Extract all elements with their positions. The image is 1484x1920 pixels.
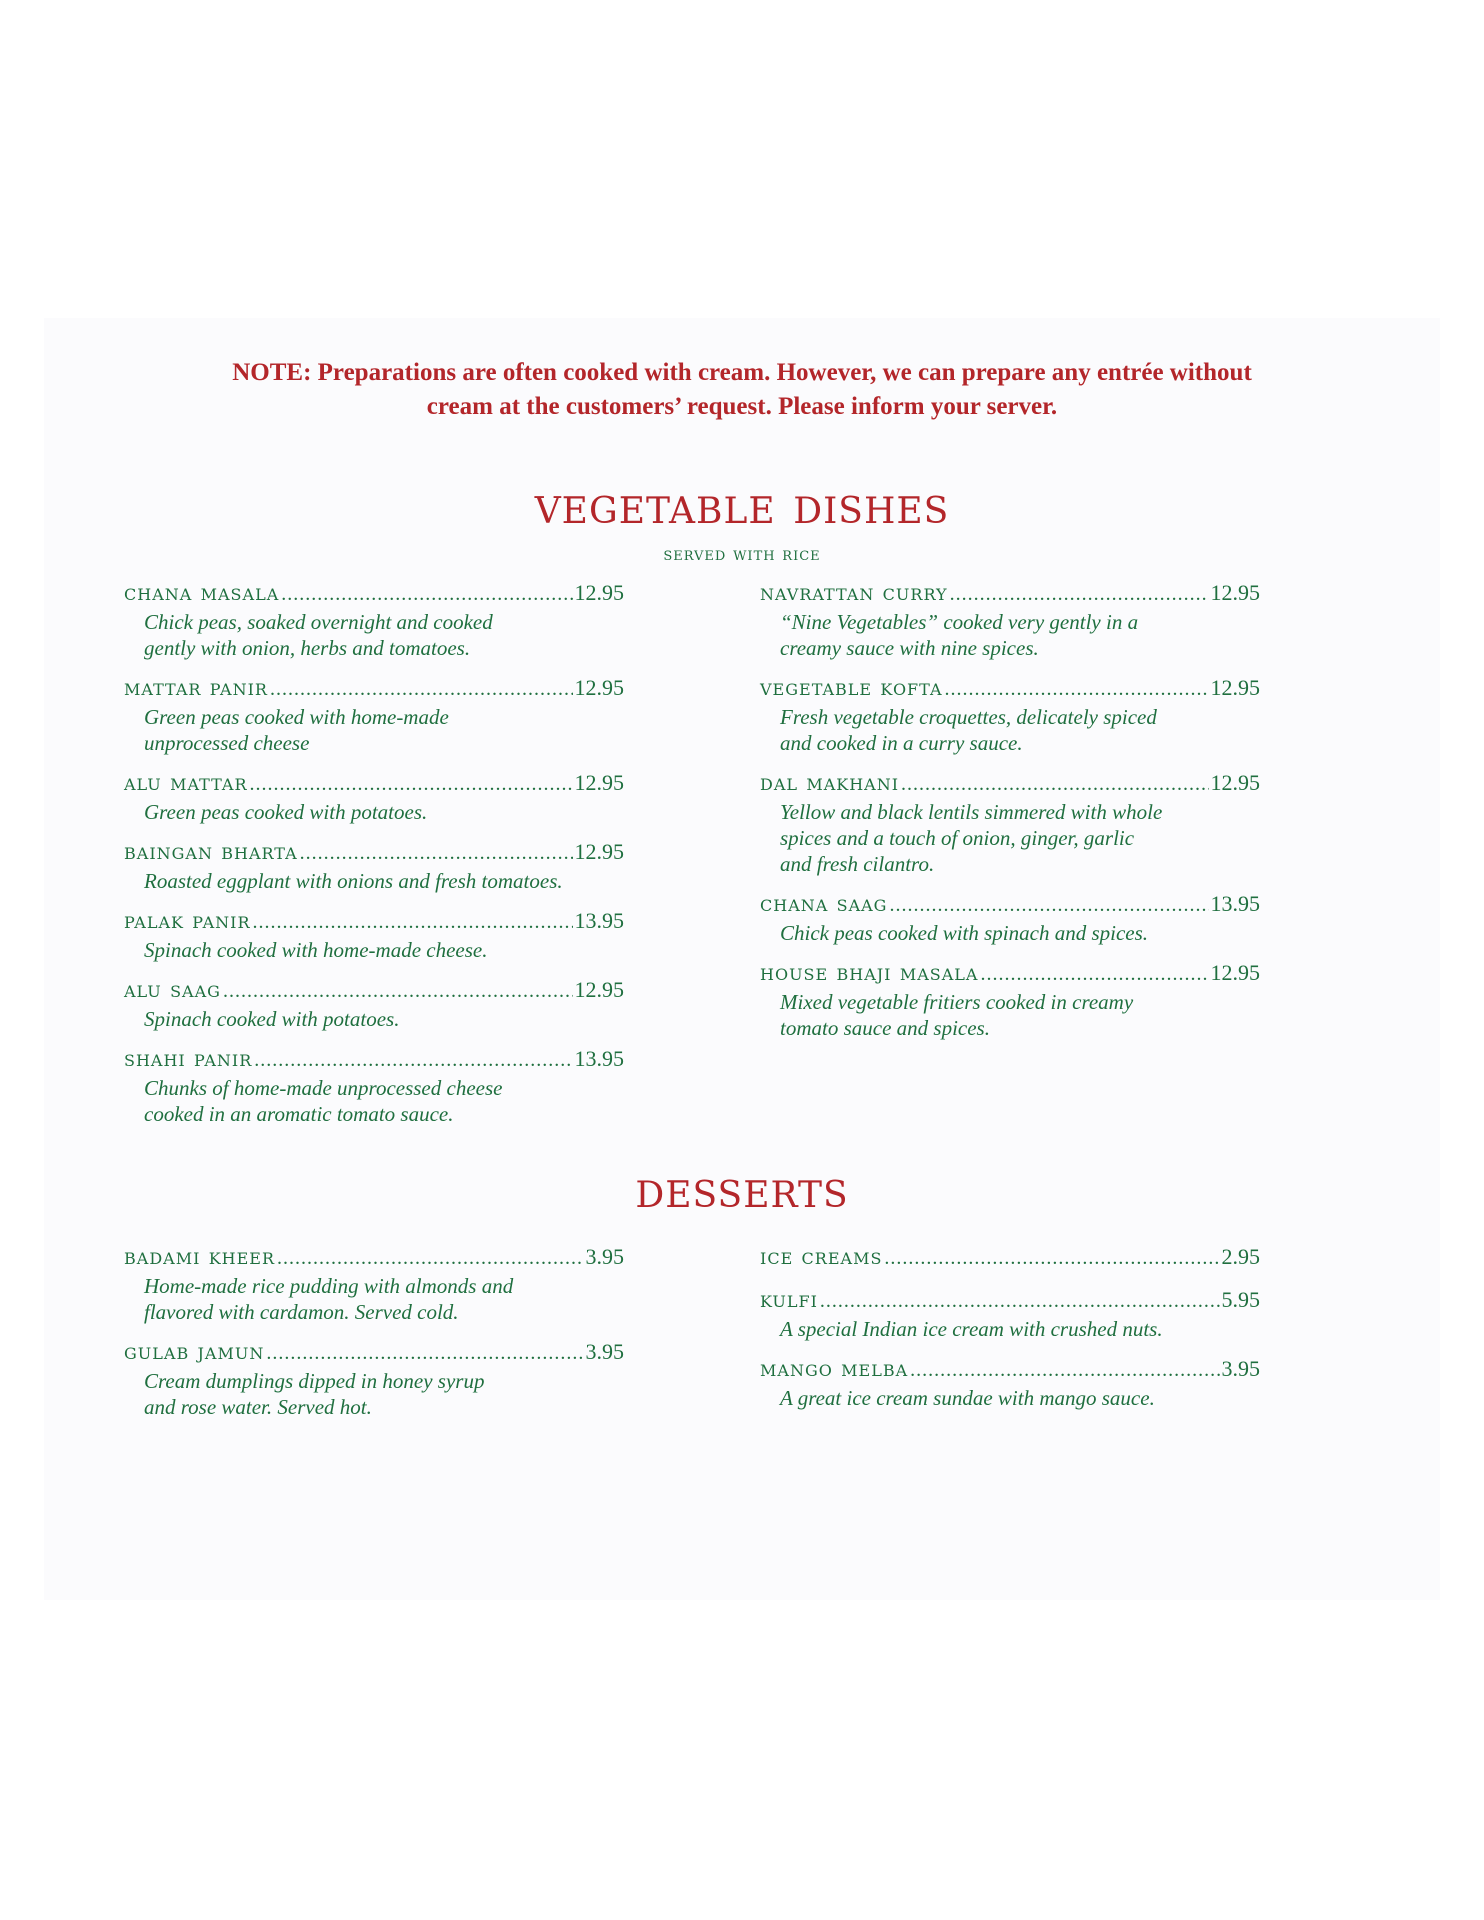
- item-description: Spinach cooked with potatoes.: [144, 1007, 400, 1031]
- item-name: chana masala: [124, 580, 280, 606]
- item-price: 3.95: [585, 1339, 624, 1364]
- item-name: dal makhani: [760, 770, 900, 796]
- item-description: Chick peas cooked with spinach and spices.: [780, 921, 1149, 945]
- item-name: palak panir: [124, 908, 251, 934]
- vegetable-right-column: [760, 578, 1260, 1053]
- item-description: Green peas cooked with potatoes.: [144, 800, 428, 824]
- leader-dots: [266, 1338, 583, 1368]
- item-name: baingan bharta: [124, 839, 298, 865]
- vegetable-left-column: [124, 578, 624, 1139]
- item-name: mattar panir: [124, 675, 268, 701]
- item-description: “Nine Vegetables” cooked very gently in a creamy sauce with nine spices.: [780, 610, 1139, 660]
- menu-item: [124, 1242, 624, 1325]
- menu-item: [124, 578, 624, 661]
- menu-item: [760, 958, 1260, 1041]
- menu-item: [760, 1242, 1260, 1273]
- leader-dots: [945, 674, 1209, 704]
- menu-item: [760, 673, 1260, 756]
- item-price: 12.95: [574, 977, 624, 1002]
- menu-item: [760, 578, 1260, 661]
- item-price: 12.95: [1210, 580, 1260, 605]
- item-name: gulab jamun: [124, 1339, 265, 1365]
- leader-dots: [910, 1355, 1219, 1385]
- menu-item: [124, 975, 624, 1032]
- item-name: alu mattar: [124, 770, 248, 796]
- cream-note-line-1: NOTE: Preparations are often cooked with cream. However, we can prepare any entrée without: [232, 359, 1252, 386]
- item-description: Chick peas, soaked overnight and cooked gently with onion, herbs and tomatoes.: [144, 610, 493, 660]
- item-name: chana saag: [760, 891, 888, 917]
- item-price: 12.95: [1210, 770, 1260, 795]
- cream-note: [44, 356, 1440, 424]
- item-price: 12.95: [574, 675, 624, 700]
- item-description: Mixed vegetable fritiers cooked in creamy tomato sauce and spices.: [780, 990, 1134, 1040]
- menu-item: [760, 889, 1260, 946]
- leader-dots: [277, 1243, 583, 1273]
- item-description: Spinach cooked with home-made cheese.: [144, 938, 488, 962]
- item-name: vegetable kofta: [760, 675, 943, 701]
- item-name: badami kheer: [124, 1244, 276, 1270]
- leader-dots: [950, 579, 1209, 609]
- item-description: Yellow and black lentils simmered with whole spices and a touch of onion, ginger, garlic and fresh cilantro.: [780, 800, 1163, 876]
- item-description: A great ice cream sundae with mango sauce.: [780, 1386, 1155, 1410]
- item-name: house bhaji masala: [760, 960, 979, 986]
- item-name: mango melba: [760, 1356, 909, 1382]
- item-description: Green peas cooked with home-made unprocessed cheese: [144, 705, 449, 755]
- leader-dots: [250, 769, 573, 799]
- leader-dots: [820, 1286, 1220, 1316]
- cream-note-line-2: cream at the customers’ request. Please inform your server.: [426, 393, 1058, 420]
- item-description: Roasted eggplant with onions and fresh tomatoes.: [144, 869, 563, 893]
- menu-item: [760, 1285, 1260, 1342]
- menu-item: [124, 837, 624, 894]
- menu-item: [760, 1354, 1260, 1411]
- item-price: 3.95: [1221, 1356, 1260, 1381]
- leader-dots: [884, 1243, 1219, 1273]
- leader-dots: [980, 959, 1208, 989]
- leader-dots: [253, 907, 573, 937]
- item-description: A special Indian ice cream with crushed nuts.: [780, 1317, 1163, 1341]
- item-price: 12.95: [574, 770, 624, 795]
- leader-dots: [889, 890, 1208, 920]
- item-description: Cream dumplings dipped in honey syrup and rose water. Served hot.: [144, 1369, 485, 1419]
- item-price: 12.95: [574, 839, 624, 864]
- item-price: 12.95: [1210, 960, 1260, 985]
- vegetable-dishes-subtitle: served with rice: [663, 544, 821, 565]
- menu-item: [124, 906, 624, 963]
- menu-item: [760, 768, 1260, 877]
- item-name: alu saag: [124, 977, 221, 1003]
- leader-dots: [223, 976, 573, 1006]
- leader-dots: [270, 674, 573, 704]
- leader-dots: [901, 769, 1208, 799]
- item-name: kulfi: [760, 1287, 818, 1313]
- leader-dots: [300, 838, 573, 868]
- item-price: 5.95: [1221, 1287, 1260, 1312]
- leader-dots: [254, 1045, 572, 1075]
- item-price: 12.95: [574, 580, 624, 605]
- menu-item: [124, 1044, 624, 1127]
- leader-dots: [281, 579, 572, 609]
- desserts-title: desserts: [635, 1160, 849, 1220]
- item-description: Fresh vegetable croquettes, delicately spiced and cooked in a curry sauce.: [780, 705, 1157, 755]
- menu-card: [44, 318, 1440, 1600]
- item-price: 2.95: [1221, 1244, 1260, 1269]
- item-price: 13.95: [1210, 891, 1260, 916]
- item-price: 13.95: [574, 908, 624, 933]
- item-price: 3.95: [585, 1244, 624, 1269]
- item-description: Home-made rice pudding with almonds and flavored with cardamon. Served cold.: [144, 1274, 514, 1324]
- vegetable-dishes-title: vegetable dishes: [534, 476, 950, 536]
- item-price: 13.95: [574, 1046, 624, 1071]
- item-name: navrattan curry: [760, 580, 948, 606]
- menu-item: [124, 673, 624, 756]
- item-name: shahi panir: [124, 1046, 253, 1072]
- desserts-right-column: [760, 1242, 1260, 1423]
- item-name: ice creams: [760, 1244, 883, 1270]
- menu-item: [124, 1337, 624, 1420]
- item-description: Chunks of home-made unprocessed cheese cooked in an aromatic tomato sauce.: [144, 1076, 503, 1126]
- menu-item: [124, 768, 624, 825]
- item-price: 12.95: [1210, 675, 1260, 700]
- desserts-left-column: [124, 1242, 624, 1432]
